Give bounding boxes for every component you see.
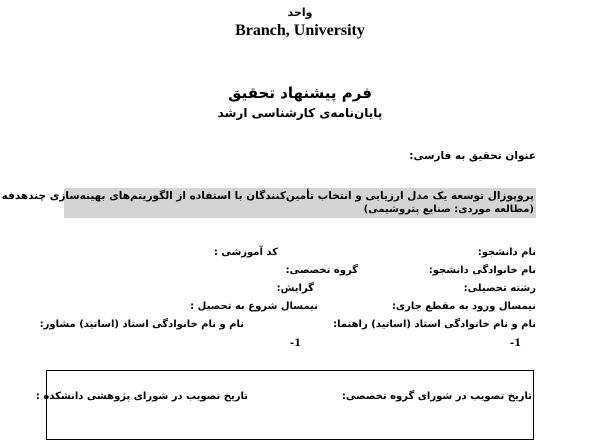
entry-semester-label: نیمسال ورود به مقطع جاری: bbox=[391, 301, 536, 312]
approval-box bbox=[46, 370, 534, 440]
dept-group-label: گروه تخصصی: bbox=[285, 265, 358, 276]
orientation-label: گرایش: bbox=[276, 283, 314, 294]
supervisor-item-number: -1 bbox=[510, 338, 522, 349]
advisor-label: نام و نام خانوادگی استاد (اساتید) مشاور: bbox=[39, 319, 244, 330]
research-title-line-2: (مطالعه موردی: صنایع پتروشیمی) bbox=[363, 204, 534, 215]
group-council-approval-date: تاریخ تصویب در شورای گروه تخصصی: bbox=[341, 391, 532, 402]
advisor-item-number: -1 bbox=[290, 338, 302, 349]
faculty-council-approval-date: تاریخ تصویب در شورای پژوهشی دانشکده : bbox=[35, 391, 248, 402]
start-semester-label: نیمسال شروع به تحصیل : bbox=[190, 301, 318, 312]
research-title-line-1: پروپوزال توسعه یک مدل ارزیابی و انتخاب تأمین‌کنندگان با استفاده از الگوریتم‌های بهینه‌سازی چندهدفه bbox=[1, 190, 534, 202]
form-subtitle: پایان‌نامه‌ی کارشناسی ارشد bbox=[217, 106, 383, 120]
supervisor-label: نام و نام خانوادگی استاد (اساتید) راهنما: bbox=[333, 319, 536, 330]
form-title: فرم پیشنهاد تحقیق bbox=[228, 84, 372, 102]
major-label: رشته تحصیلی: bbox=[463, 283, 536, 294]
research-title-label: عنوان تحقیق به فارسی: bbox=[409, 150, 536, 162]
unit-label: واحد bbox=[287, 6, 313, 19]
student-name-label: نام دانشجو: bbox=[477, 247, 536, 258]
training-code-label: کد آموزشی : bbox=[213, 247, 278, 258]
student-family-label: نام خانوادگی دانشجو: bbox=[428, 265, 536, 276]
branch-university-title: Branch, University bbox=[235, 22, 365, 39]
